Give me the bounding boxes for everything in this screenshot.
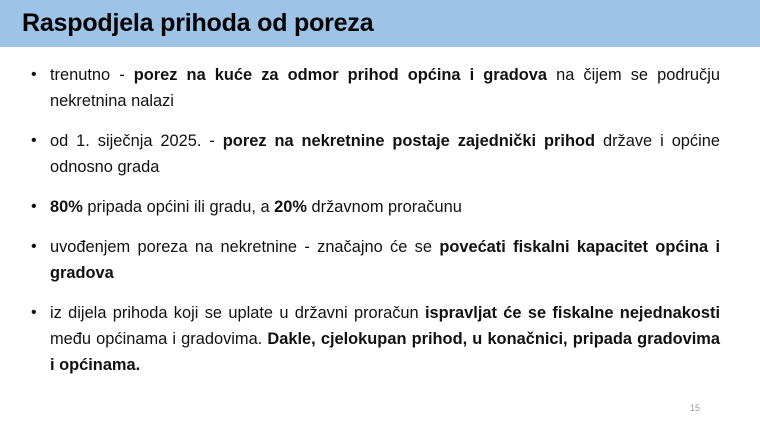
- bullet-text-bold: ispravljat će se fiskalne nejednakosti: [425, 304, 721, 322]
- page-number: 15: [690, 403, 701, 413]
- bullet-text-bold: 20%: [274, 198, 307, 216]
- bullet-text: trenutno -: [50, 66, 134, 84]
- bullet-text: uvođenjem poreza na nekretnine - značajno će se: [50, 238, 440, 256]
- bullet-text-bold: Dakle, cjelokupan prihod, u konačnici, pripada gradovima i općinama.: [50, 330, 720, 374]
- bullet-text: iz dijela prihoda koji se uplate u državni proračun: [50, 304, 425, 322]
- bullet-item: [30, 300, 720, 378]
- bullet-text: države i općine odnosno grada: [50, 132, 720, 176]
- bullet-text-bold: 80%: [50, 198, 83, 216]
- bullet-item: [30, 128, 720, 180]
- bullet-text: državnom proračunu: [306, 198, 462, 216]
- slide-title: Raspodjela prihoda od poreza: [22, 9, 374, 37]
- bullet-item: [30, 62, 720, 114]
- bullet-list: [30, 62, 720, 392]
- bullet-text: na čijem se području nekretnina nalazi: [50, 66, 720, 110]
- bullet-text-bold: porez na kuće za odmor prihod općina i gradova: [133, 66, 548, 84]
- bullet-text: od 1. siječnja 2025. -: [50, 132, 223, 150]
- bullet-text: među općinama i gradovima.: [50, 330, 268, 348]
- bullet-item: [30, 234, 720, 286]
- bullet-text-bold: povećati fiskalni kapacitet općina i gradova: [50, 238, 720, 282]
- bullet-text-bold: porez na nekretnine postaje zajednički prihod: [222, 132, 595, 150]
- bullet-item: [30, 194, 720, 220]
- bullet-text: pripada općini ili gradu, a: [82, 198, 275, 216]
